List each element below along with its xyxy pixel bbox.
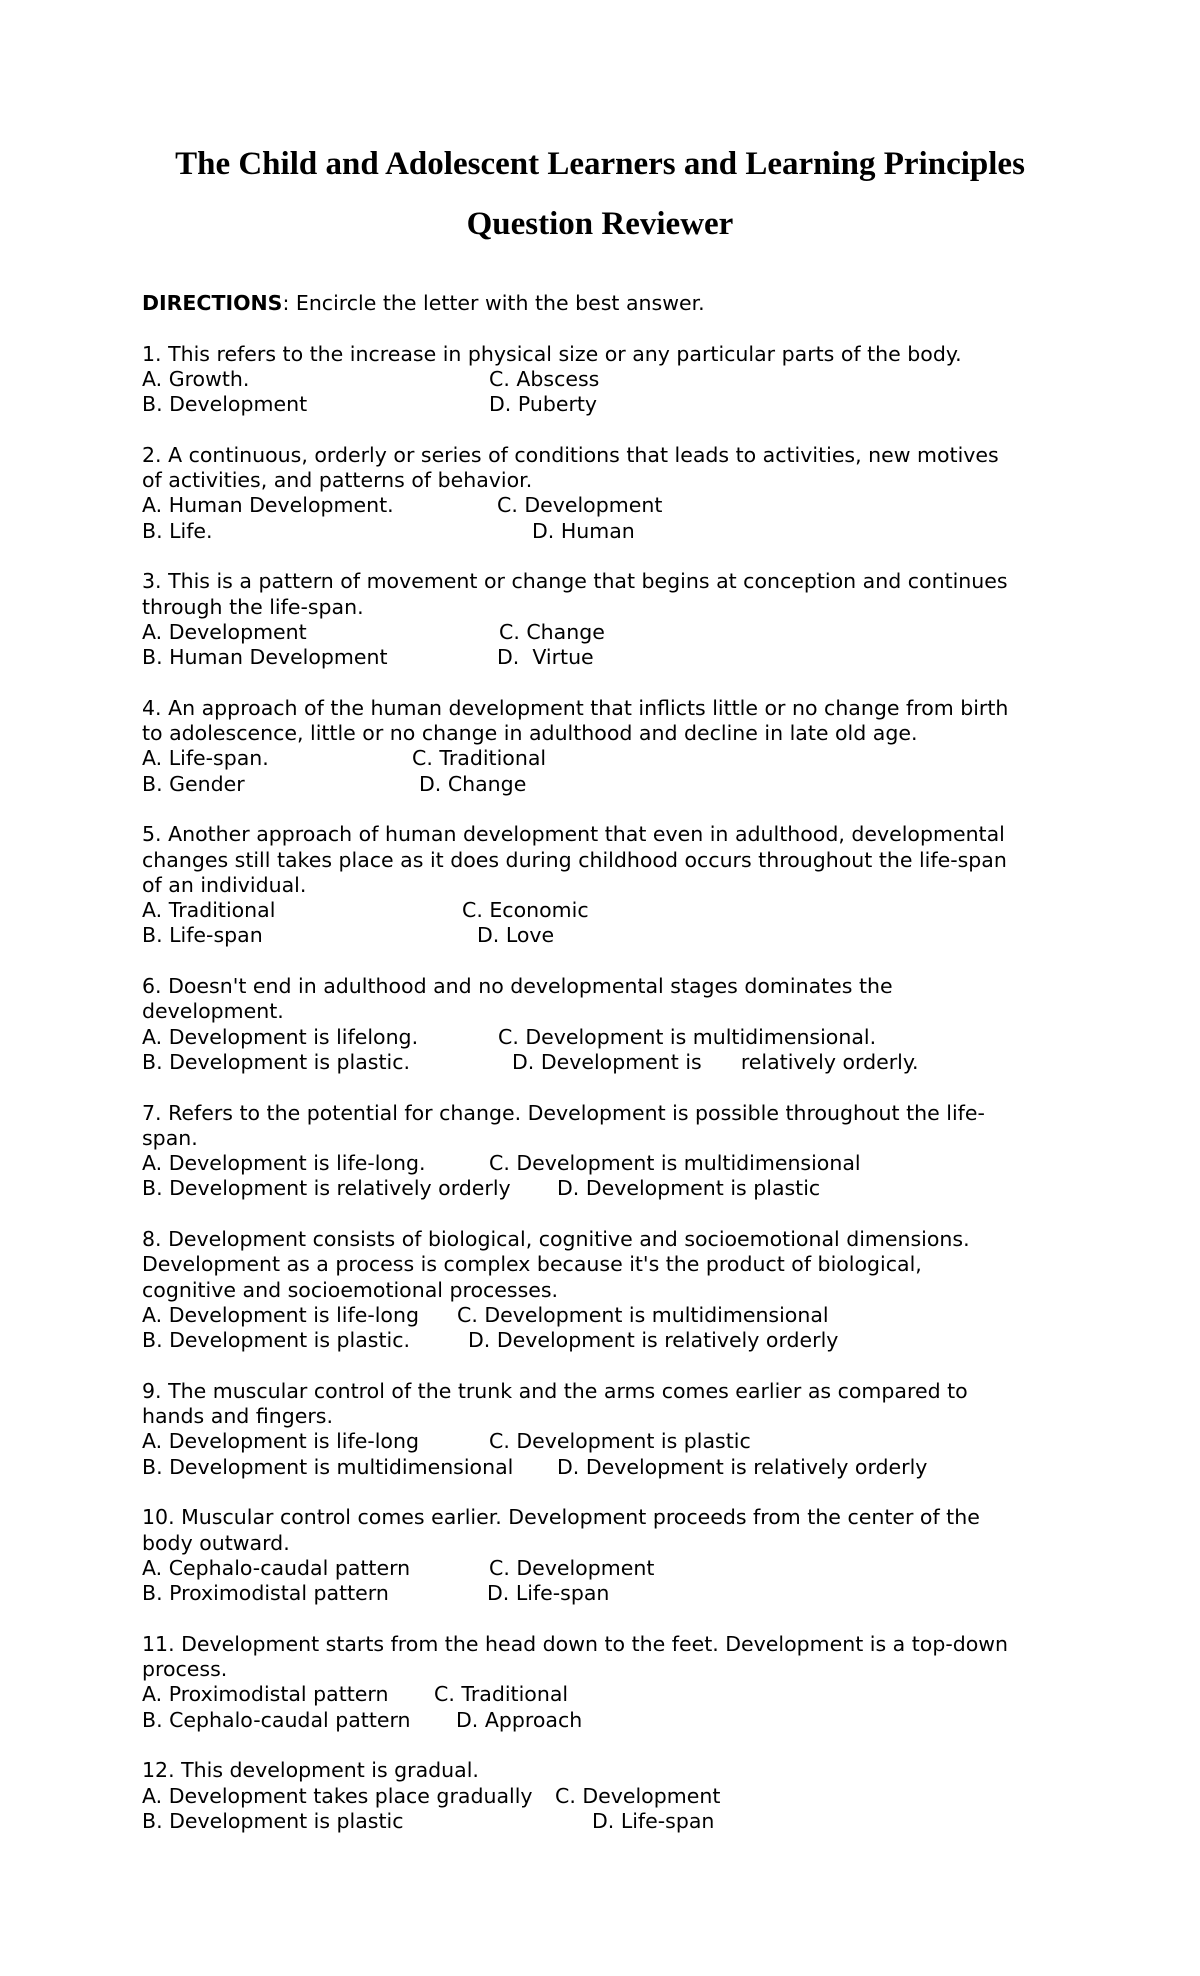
answer-option-d[interactable]: D. Development is plastic xyxy=(557,1176,821,1201)
answer-option-a[interactable]: A. Proximodistal pattern xyxy=(142,1682,389,1707)
answer-row xyxy=(142,1025,1082,1050)
answer-row xyxy=(142,519,1082,544)
question-item xyxy=(142,443,1082,544)
question-stem-line: to adolescence, little or no change in adulthood and decline in late old age. xyxy=(142,721,918,746)
document-body xyxy=(142,291,1082,1859)
answer-option-c[interactable]: C. Traditional xyxy=(434,1682,569,1707)
answer-option-b[interactable]: B. Proximodistal pattern xyxy=(142,1581,389,1606)
answer-option-d[interactable]: D. Approach xyxy=(456,1707,583,1732)
answer-option-b[interactable]: B. Development is multidimensional xyxy=(142,1454,514,1479)
answer-option-c[interactable]: C. Development xyxy=(555,1783,721,1808)
answer-option-d[interactable]: D. Love xyxy=(477,923,555,948)
answer-row xyxy=(142,1429,1082,1454)
answer-option-a[interactable]: A. Cephalo-caudal pattern xyxy=(142,1555,411,1580)
question-stem-line: 6. Doesn't end in adulthood and no developmental stages dominates the xyxy=(142,974,893,999)
answer-option-c[interactable]: C. Development xyxy=(497,493,663,518)
question-stem-line: 1. This refers to the increase in physical size or any particular parts of the body. xyxy=(142,341,962,366)
question-stem-line: changes still takes place as it does during childhood occurs throughout the life-span xyxy=(142,847,1007,872)
answer-option-a[interactable]: A. Development is life-long. xyxy=(142,1151,426,1176)
answer-row xyxy=(142,898,1082,923)
answer-row xyxy=(142,620,1082,645)
answer-option-d[interactable]: D. Development is relatively orderly. xyxy=(512,1049,919,1074)
question-stem-line: development. xyxy=(142,999,284,1024)
question-stem-line: body outward. xyxy=(142,1530,290,1555)
answer-option-d[interactable]: D. Virtue xyxy=(497,645,594,670)
answer-option-a[interactable]: A. Development takes place gradually xyxy=(142,1783,533,1808)
answer-row xyxy=(142,1682,1082,1707)
question-item xyxy=(142,974,1082,1075)
directions-text: : Encircle the letter with the best answer. xyxy=(282,291,705,315)
answer-option-c[interactable]: C. Development is multidimensional xyxy=(457,1302,829,1327)
answer-option-b[interactable]: B. Development is plastic. xyxy=(142,1049,410,1074)
question-stem-line: hands and fingers. xyxy=(142,1404,333,1429)
question-stem-line: process. xyxy=(142,1657,228,1682)
question-stem-line: 12. This development is gradual. xyxy=(142,1758,479,1783)
question-item xyxy=(142,1101,1082,1202)
question-stem-line: 10. Muscular control comes earlier. Development proceeds from the center of the xyxy=(142,1505,980,1530)
answer-option-c[interactable]: C. Development is plastic xyxy=(489,1429,751,1454)
answer-option-d[interactable]: D. Development is relatively orderly xyxy=(468,1328,839,1353)
answer-row xyxy=(142,392,1082,417)
answer-option-b[interactable]: B. Development is relatively orderly xyxy=(142,1176,511,1201)
answer-option-b[interactable]: B. Development is plastic xyxy=(142,1808,404,1833)
answer-row xyxy=(142,746,1082,771)
question-stem-line: through the life-span. xyxy=(142,594,364,619)
answer-option-c[interactable]: C. Development xyxy=(489,1555,655,1580)
question-item xyxy=(142,1632,1082,1733)
answer-row xyxy=(142,1556,1082,1581)
answer-option-b[interactable]: B. Life-span xyxy=(142,923,263,948)
answer-row xyxy=(142,1303,1082,1328)
answer-option-d[interactable]: D. Development is relatively orderly xyxy=(557,1454,928,1479)
answer-row xyxy=(142,923,1082,948)
question-stem-line: 5. Another approach of human development that even in adulthood, developmental xyxy=(142,822,1005,847)
question-stem-line: of an individual. xyxy=(142,872,307,897)
question-item xyxy=(142,696,1082,797)
answer-option-a[interactable]: A. Traditional xyxy=(142,898,276,923)
answer-option-c[interactable]: C. Development is multidimensional xyxy=(489,1151,861,1176)
answer-option-b[interactable]: B. Gender xyxy=(142,771,245,796)
answer-option-c[interactable]: C. Change xyxy=(499,619,605,644)
answer-option-a[interactable]: A. Life-span. xyxy=(142,746,269,771)
answer-option-c[interactable]: C. Traditional xyxy=(412,746,547,771)
answer-row xyxy=(142,645,1082,670)
answer-row xyxy=(142,1328,1082,1353)
answer-row xyxy=(142,367,1082,392)
answer-option-b[interactable]: B. Development is plastic. xyxy=(142,1328,410,1353)
question-stem-line: 3. This is a pattern of movement or change that begins at conception and continues xyxy=(142,569,1008,594)
directions-label: DIRECTIONS xyxy=(142,291,283,315)
question-stem-line: cognitive and socioemotional processes. xyxy=(142,1277,559,1302)
answer-option-b[interactable]: B. Human Development xyxy=(142,645,388,670)
question-stem-line: span. xyxy=(142,1125,198,1150)
answer-row xyxy=(142,493,1082,518)
question-item xyxy=(142,1505,1082,1606)
answer-row xyxy=(142,772,1082,797)
answer-row xyxy=(142,1050,1082,1075)
answer-option-d[interactable]: D. Life-span xyxy=(592,1808,715,1833)
answer-option-b[interactable]: B. Cephalo-caudal pattern xyxy=(142,1707,411,1732)
answer-option-a[interactable]: A. Development is lifelong. xyxy=(142,1024,419,1049)
question-stem-line: of activities, and patterns of behavior. xyxy=(142,468,533,493)
answer-row xyxy=(142,1176,1082,1201)
answer-row xyxy=(142,1708,1082,1733)
answer-option-a[interactable]: A. Development is life-long xyxy=(142,1302,419,1327)
document-subtitle: Question Reviewer xyxy=(466,206,734,242)
answer-row xyxy=(142,1455,1082,1480)
question-item xyxy=(142,1379,1082,1480)
question-list xyxy=(142,342,1082,1835)
answer-row xyxy=(142,1784,1082,1809)
answer-option-d[interactable]: D. Life-span xyxy=(487,1581,610,1606)
answer-option-d[interactable]: D. Human xyxy=(532,518,635,543)
answer-option-a[interactable]: A. Development is life-long xyxy=(142,1429,419,1454)
question-item xyxy=(142,569,1082,670)
answer-option-c[interactable]: C. Economic xyxy=(462,898,589,923)
directions xyxy=(142,291,1082,316)
answer-option-d[interactable]: D. Puberty xyxy=(489,392,598,417)
answer-option-b[interactable]: B. Development xyxy=(142,392,308,417)
question-item xyxy=(142,1227,1082,1353)
document-title: The Child and Adolescent Learners and Learning Principles xyxy=(175,146,1025,182)
question-stem-line: 4. An approach of the human development that inflicts little or no change from birth xyxy=(142,695,1009,720)
answer-row xyxy=(142,1581,1082,1606)
question-item xyxy=(142,822,1082,948)
question-item xyxy=(142,1758,1082,1834)
question-stem-line: 11. Development starts from the head down to the feet. Development is a top-down xyxy=(142,1631,1009,1656)
answer-option-c[interactable]: C. Abscess xyxy=(489,366,600,391)
question-stem-line: 8. Development consists of biological, cognitive and socioemotional dimensions. xyxy=(142,1226,970,1251)
answer-option-a[interactable]: A. Human Development. xyxy=(142,493,394,518)
answer-option-d[interactable]: D. Change xyxy=(419,771,527,796)
answer-option-a[interactable]: A. Development xyxy=(142,619,307,644)
answer-option-b[interactable]: B. Life. xyxy=(142,518,213,543)
question-stem-line: 7. Refers to the potential for change. Development is possible throughout the life- xyxy=(142,1100,985,1125)
answer-option-c[interactable]: C. Development is multidimensional. xyxy=(498,1024,877,1049)
question-item xyxy=(142,342,1082,418)
question-stem-line: Development as a process is complex because it's the product of biological, xyxy=(142,1252,922,1277)
answer-row xyxy=(142,1809,1082,1834)
question-stem-line: 2. A continuous, orderly or series of conditions that leads to activities, new motives xyxy=(142,442,999,467)
question-stem-line: 9. The muscular control of the trunk and the arms comes earlier as compared to xyxy=(142,1378,968,1403)
answer-option-a[interactable]: A. Growth. xyxy=(142,366,250,391)
answer-row xyxy=(142,1151,1082,1176)
